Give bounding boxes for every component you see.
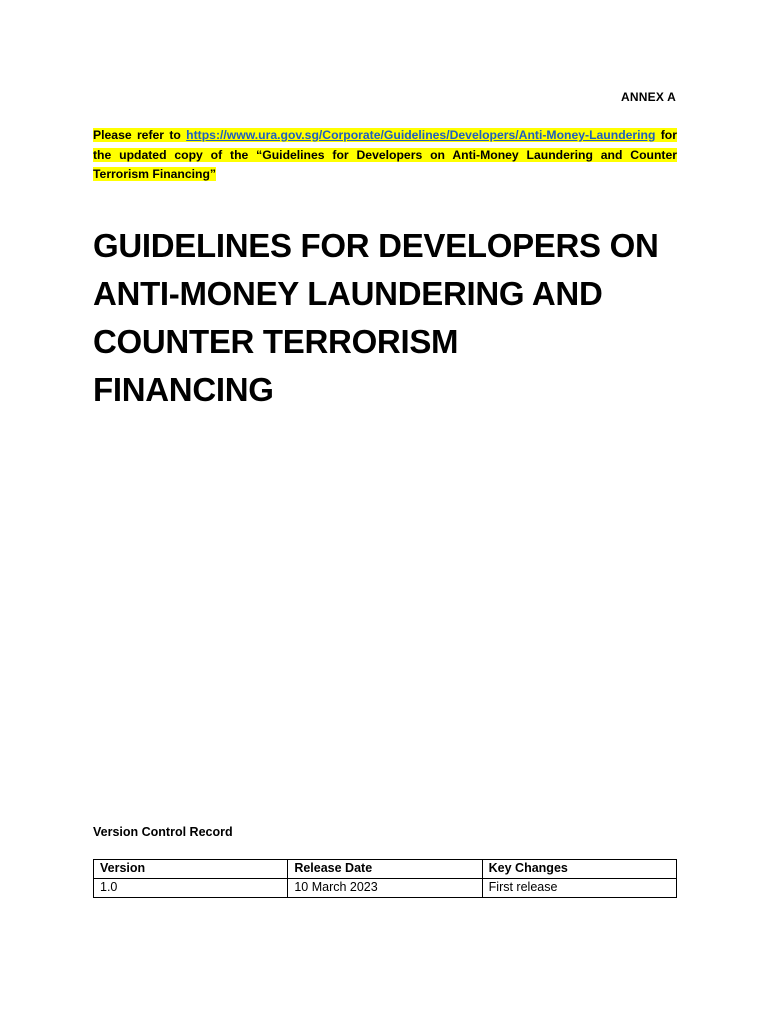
annex-label: ANNEX A [621, 90, 676, 104]
table-header-row [94, 860, 677, 879]
title-line: COUNTER TERRORISM [93, 323, 459, 360]
column-header-version: Version [94, 860, 288, 879]
version-control-table [93, 859, 677, 898]
notice-prefix: Please refer to [93, 128, 187, 142]
key-changes-cell: First release [482, 879, 676, 898]
version-cell: 1.0 [94, 879, 288, 898]
title-line: ANTI-MONEY LAUNDERING AND [93, 275, 603, 312]
guidelines-link[interactable]: https://www.ura.gov.sg/Corporate/Guidelines/Developers/Anti-Money-Laundering [186, 128, 656, 142]
title-line: FINANCING [93, 371, 274, 408]
notice-suffix: for the updated copy of the “Guidelines for Developers on Anti-Money Laundering and Counter Terrorism Financing” [93, 128, 677, 181]
column-header-key-changes: Key Changes [482, 860, 676, 879]
table-row [94, 879, 677, 898]
release-date-cell: 10 March 2023 [288, 879, 482, 898]
update-notice [93, 126, 677, 185]
version-control-heading: Version Control Record [93, 825, 233, 839]
column-header-release-date: Release Date [288, 860, 482, 879]
document-title [93, 222, 693, 414]
notice-highlight [93, 128, 677, 181]
title-line: GUIDELINES FOR DEVELOPERS ON [93, 227, 659, 264]
